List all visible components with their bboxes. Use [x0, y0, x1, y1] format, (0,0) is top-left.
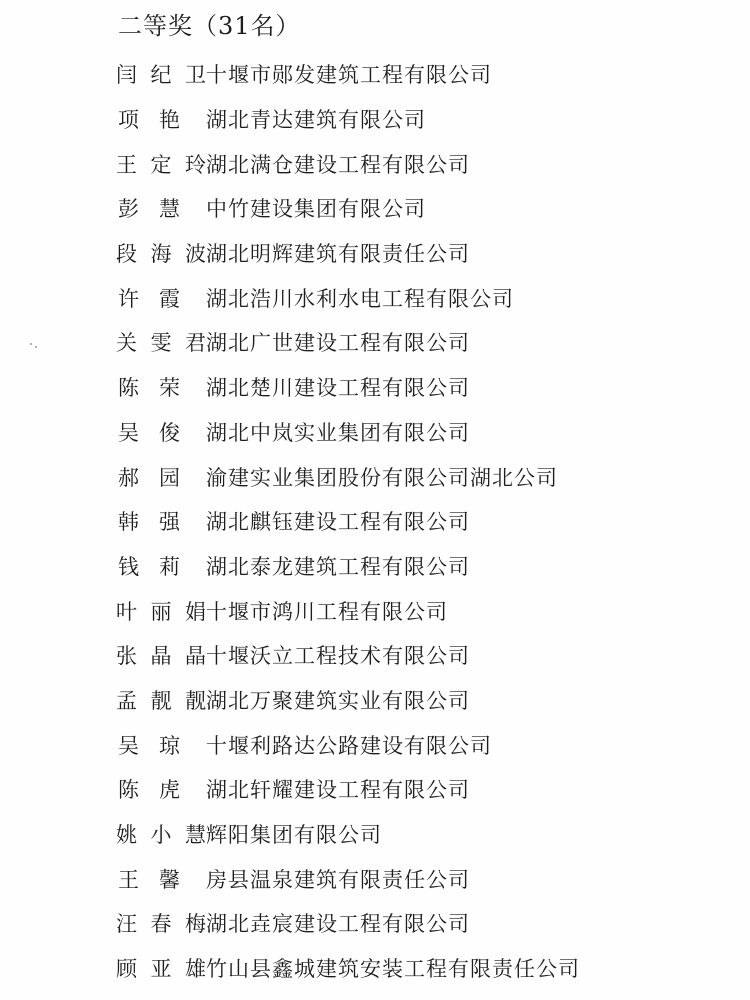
list-item [116, 52, 736, 97]
winner-name: 陈荣 [118, 376, 180, 401]
list-item [116, 97, 736, 142]
list-item [116, 588, 736, 633]
list-item [116, 365, 736, 410]
winner-name: 吴琼 [118, 733, 180, 758]
list-item [116, 499, 736, 544]
company-name: 湖北广世建设工程有限公司 [206, 331, 470, 356]
list-item [116, 544, 736, 589]
winner-name: 许霞 [118, 286, 180, 311]
winner-name: 彭慧 [118, 197, 180, 222]
company-name: 十堰沃立工程技术有限公司 [206, 644, 470, 669]
company-name: 湖北万聚建筑实业有限公司 [206, 688, 470, 713]
list-item [116, 856, 736, 901]
company-name: 房县温泉建筑有限责任公司 [206, 867, 470, 892]
list-item [116, 454, 736, 499]
winner-name: 姚小慧 [116, 823, 206, 848]
winner-name: 陈虎 [118, 778, 180, 803]
company-name: 湖北明辉建筑有限责任公司 [206, 242, 470, 267]
scan-speck [30, 343, 32, 345]
scan-speck [35, 346, 37, 348]
winner-name: 王馨 [118, 867, 180, 892]
company-name: 辉阳集团有限公司 [206, 823, 382, 848]
list-item [116, 946, 736, 991]
winner-name: 郝园 [118, 465, 180, 490]
winner-name: 段海波 [116, 242, 206, 267]
award-heading: 二等奖（31名） [118, 12, 301, 40]
winner-name: 项艳 [118, 108, 180, 133]
list-item [116, 722, 736, 767]
company-name: 湖北浩川水利水电工程有限公司 [206, 286, 514, 311]
company-name: 渝建实业集团股份有限公司湖北公司 [206, 465, 558, 490]
winner-name: 叶丽娟 [116, 599, 206, 624]
list-item [116, 410, 736, 455]
winner-name: 吴俊 [118, 420, 180, 445]
list-item [116, 678, 736, 723]
list-item [116, 231, 736, 276]
award-list [116, 52, 736, 990]
winner-name: 汪春梅 [116, 912, 206, 937]
company-name: 湖北垚宸建设工程有限公司 [206, 912, 470, 937]
list-item [116, 275, 736, 320]
company-name: 湖北青达建筑有限公司 [206, 108, 426, 133]
list-item [116, 320, 736, 365]
winner-name: 关雯君 [116, 331, 206, 356]
list-item [116, 633, 736, 678]
company-name: 湖北麒钰建设工程有限公司 [206, 510, 470, 535]
company-name: 竹山县鑫城建筑安装工程有限责任公司 [206, 957, 580, 982]
winner-name: 闫纪卫 [116, 63, 206, 88]
list-item [116, 812, 736, 857]
company-name: 十堰市鸿川工程有限公司 [206, 599, 448, 624]
company-name: 十堰利路达公路建设有限公司 [206, 733, 492, 758]
company-name: 湖北楚川建设工程有限公司 [206, 376, 470, 401]
winner-name: 顾亚雄 [116, 957, 206, 982]
company-name: 十堰市郧发建筑工程有限公司 [206, 63, 492, 88]
list-item [116, 141, 736, 186]
company-name: 湖北泰龙建筑工程有限公司 [206, 554, 470, 579]
list-item [116, 901, 736, 946]
company-name: 湖北满仓建设工程有限公司 [206, 152, 470, 177]
winner-name: 张晶晶 [116, 644, 206, 669]
winner-name: 韩强 [118, 510, 180, 535]
company-name: 湖北中岚实业集团有限公司 [206, 420, 470, 445]
winner-name: 孟靓靓 [116, 688, 206, 713]
company-name: 中竹建设集团有限公司 [206, 197, 426, 222]
winner-name: 王定玲 [116, 152, 206, 177]
list-item [116, 767, 736, 812]
company-name: 湖北轩耀建设工程有限公司 [206, 778, 470, 803]
winner-name: 钱莉 [118, 554, 180, 579]
list-item [116, 186, 736, 231]
